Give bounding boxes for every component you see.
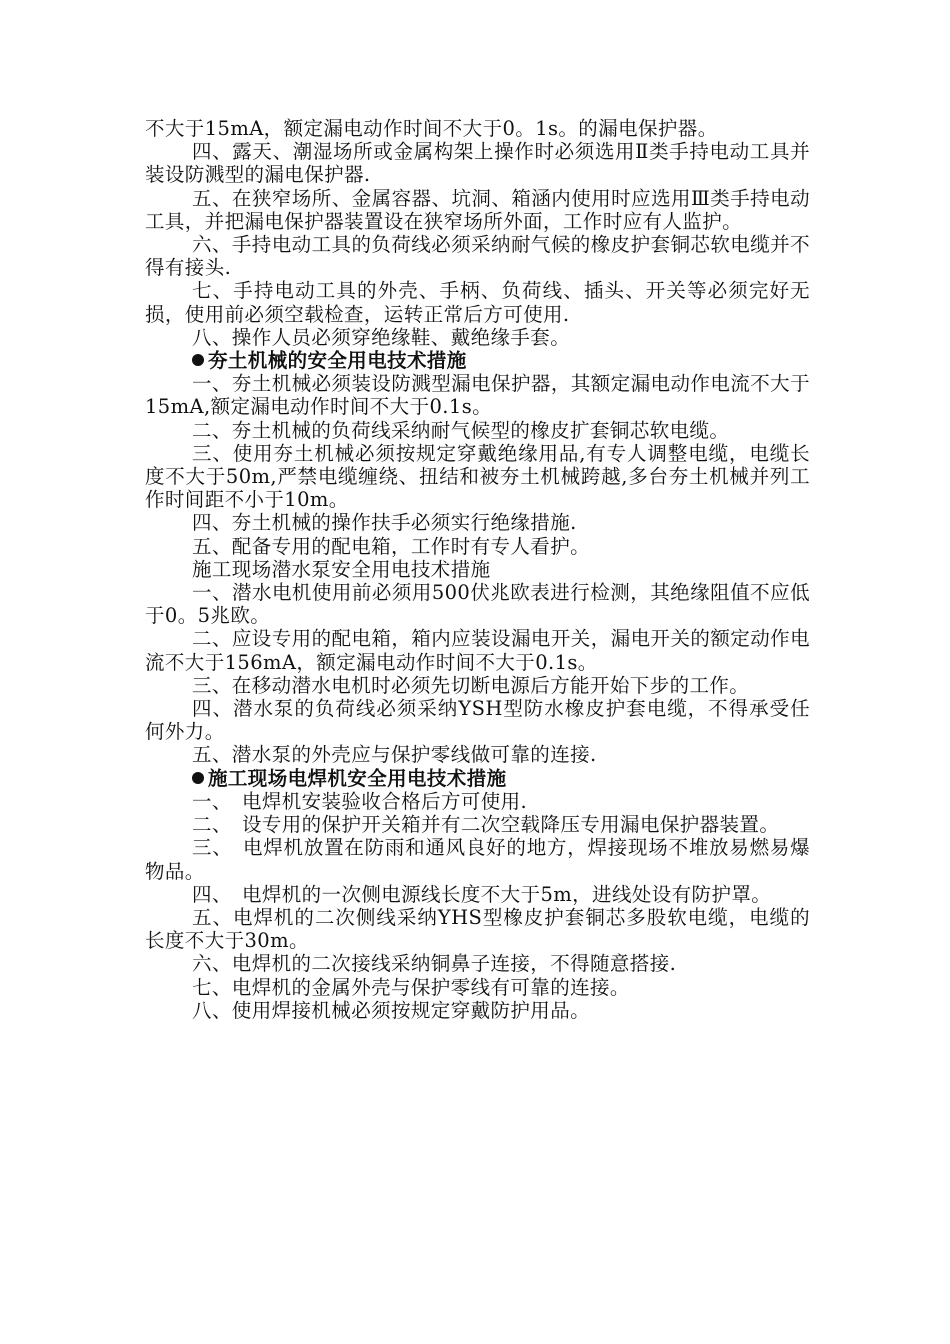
- paragraph: 八、使用焊接机械必须按规定穿戴防护用品。: [192, 998, 591, 1022]
- paragraph: 一、 电焊机安装验收合格后方可使用.: [192, 789, 528, 813]
- section-heading-text: 施工现场电焊机安全用电技术措施: [208, 766, 507, 790]
- paragraph: 六、电焊机的二次接线采纳铜鼻子连接，不得随意搭接.: [192, 952, 677, 976]
- paragraph: 二、应设专用的配电箱，箱内应装设漏电开关，漏电开关的额定动作电流不大于156mA，额定漏电动作时间不大于0.1s。: [145, 627, 810, 674]
- paragraph: 五、潜水泵的外壳应与保护零线做可靠的连接.: [192, 743, 597, 767]
- paragraph: 四、 电焊机的一次侧电源线长度不大于5m，进线处设有防护罩。: [192, 882, 772, 906]
- paragraph: 一、潜水电机使用前必须用500伏兆欧表进行检测，其绝缘阻值不应低于0。5兆欧。: [145, 581, 810, 628]
- document-body: [145, 117, 810, 1022]
- paragraph: 一、夯土机械必须装设防溅型漏电保护器，其额定漏电动作电流不大于15mA,额定漏电动作时间不大于0.1s。: [145, 372, 810, 419]
- paragraph: 三、使用夯土机械必须按规定穿戴绝缘用品,有专人调整电缆，电缆长度不大于50m,严禁电缆缠绕、扭结和被夯土机械跨越,多台夯土机械并列工作时间距不小于10m。: [145, 441, 810, 512]
- bullet-icon: [192, 354, 204, 366]
- paragraph: 六、手持电动工具的负荷线必须采纳耐气候的橡皮护套铜芯软电缆并不得有接头.: [145, 233, 810, 280]
- section-heading: [145, 349, 810, 372]
- paragraph: 七、手持电动工具的外壳、手柄、负荷线、插头、开关等必须完好无损，使用前必须空载检查，运转正常后方可使用.: [145, 279, 810, 326]
- paragraph: 施工现场潜水泵安全用电技术措施: [192, 557, 491, 581]
- paragraph: 五、电焊机的二次侧线采纳YHS型橡皮护套铜芯多股软电缆，电缆的长度不大于30m。: [145, 905, 810, 953]
- paragraph: 不大于15mA，额定漏电动作时间不大于0。1s。的漏电保护器。: [145, 117, 718, 140]
- paragraph: 五、在狭窄场所、金属容器、坑洞、箱涵内使用时应选用Ⅲ类手持电动工具，并把漏电保护器装置设在狭窄场所外面，工作时应有人监护。: [145, 186, 810, 233]
- paragraph: 二、 设专用的保护开关箱并有二次空载降压专用漏电保护器装置。: [192, 813, 780, 837]
- paragraph: 五、配备专用的配电箱，工作时有专人看护。: [192, 534, 591, 558]
- section-heading-text: 夯土机械的安全用电技术措施: [208, 349, 467, 373]
- paragraph: 二、夯土机械的负荷线采纳耐气候型的橡皮扩套铜芯软电缆。: [192, 418, 730, 442]
- paragraph: 四、露天、潮湿场所或金属构架上操作时必须选用Ⅱ类手持电动工具并装设防溅型的漏电保护器.: [145, 140, 810, 187]
- bullet-icon: [192, 772, 204, 784]
- paragraph: 四、潜水泵的负荷线必须采纳YSH型防水橡皮护套电缆，不得承受任何外力。: [145, 697, 810, 744]
- paragraph: 三、在移动潜水电机时必须先切断电源后方能开始下步的工作。: [192, 673, 750, 697]
- paragraph: 七、电焊机的金属外壳与保护零线有可靠的连接。: [192, 975, 630, 999]
- paragraph: 三、 电焊机放置在防雨和通风良好的地方，焊接现场不堆放易燃易爆物品。: [145, 836, 810, 883]
- paragraph: 四、夯土机械的操作扶手必须实行绝缘措施.: [192, 511, 577, 535]
- paragraph: 八、操作人员必须穿绝缘鞋、戴绝缘手套。: [192, 325, 571, 349]
- section-heading: [145, 767, 810, 790]
